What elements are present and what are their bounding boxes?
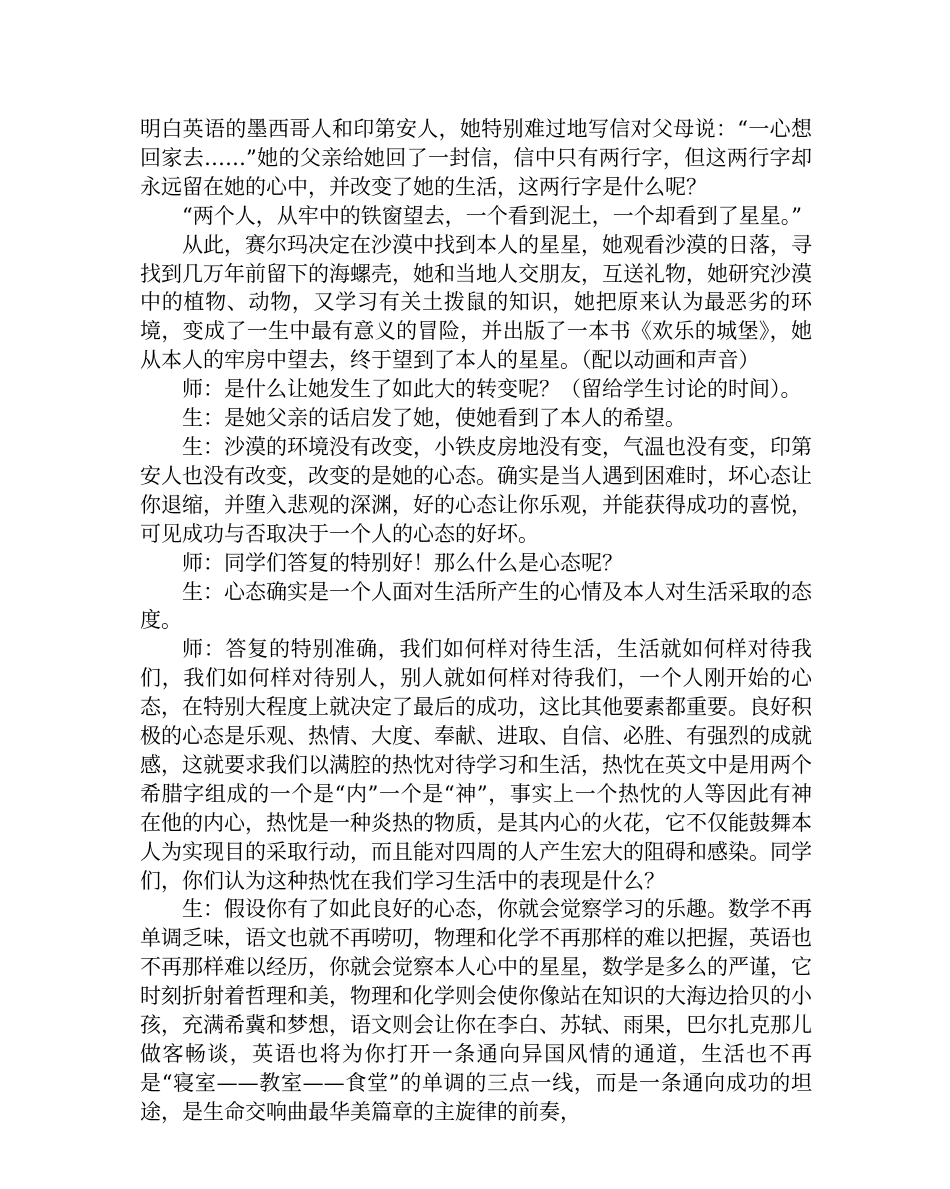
- paragraph-1: 明白英语的墨西哥人和印第安人，她特别难过地写信对父母说：“一心想回家去……”她的父亲给她回了一封信，信中只有两行字，但这两行字却永远留在她的心中，并改变了她的生活，这两行字是什么呢？: [140, 117, 812, 199]
- paragraph-9: 师：答复的特别准确，我们如何样对待生活，生活就如何样对待我们，我们如何样对待别人，别人就如何样对待我们，一个人刚开始的心态，在特别大程度上就决定了最后的成功，这比其他要素都重要。良好积极的心态是乐观、热情、大度、奉献、进取、自信、必胜、有强烈的成就感，这就要求我们以满腔的热忱对待学习和生活，热忱在英文中是用两个希腊字组成的一个是“内”一个是“神”，事实上一个热忱的人等因此有神在他的内心，热忱是一种炎热的物质，是其内心的火花，它不仅能鼓舞本人为实现目的采取行动，而且能对四周的人产生宏大的阻碍和感染。同学们，你们认为这种热忱在我们学习生活中的表现是什么？: [140, 637, 812, 893]
- paragraph-4: 师：是什么让她发生了如此大的转变呢？（留给学生讨论的时间）。: [182, 377, 802, 402]
- paragraph-2: “两个人，从牢中的铁窗望去，一个看到泥土，一个却看到了星星。”: [182, 203, 802, 228]
- paragraph-5: 生：是她父亲的话启发了她，使她看到了本人的希望。: [182, 406, 686, 431]
- paragraph-6: 生：沙漠的环境没有改变，小铁皮房地没有变，气温也没有变，印第安人也没有改变，改变的是她的心态。确实是当人遇到困难时，坏心态让你退缩，并堕入悲观的深渊，好的心态让你乐观，并能获得成功的喜悦，可见成功与否取决于一个人的心态的好坏。: [140, 434, 812, 546]
- paragraph-3: 从此，赛尔玛决定在沙漠中找到本人的星星，她观看沙漠的日落，寻找到几万年前留下的海螺壳，她和当地人交朋友，互送礼物，她研究沙漠中的植物、动物，又学习有关土拨鼠的知识，她把原来认为最恶劣的环境，变成了一生中最有意义的冒险，并出版了一本书《欢乐的城堡》，她从本人的牢房中望去，终于望到了本人的星星。（配以动画和声音）: [140, 232, 812, 373]
- paragraph-7: 师：同学们答复的特别好！那么什么是心态呢？: [182, 550, 623, 575]
- paragraph-8: 生：心态确实是一个人面对生活所产生的心情及本人对生活采取的态度。: [140, 579, 812, 633]
- document-page: [140, 115, 812, 1127]
- paragraph-10: 生：假设你有了如此良好的心态，你就会觉察学习的乐趣。数学不再单调乏味，语文也就不再唠叨，物理和化学不再那样的难以把握，英语也不再那样难以经历，你就会觉察本人心中的星星，数学是多么的严谨，它时刻折射着哲理和美，物理和化学则会使你像站在知识的大海边拾贝的小孩，充满希冀和梦想，语文则会让你在李白、苏轼、雨果，巴尔扎克那儿做客畅谈，英语也将为你打开一条通向异国风情的通道，生活也不再是“寝室——教室——食堂”的单调的三点一线，而是一条通向成功的坦途，是生命交响曲最华美篇章的主旋律的前奏，: [140, 897, 812, 1124]
